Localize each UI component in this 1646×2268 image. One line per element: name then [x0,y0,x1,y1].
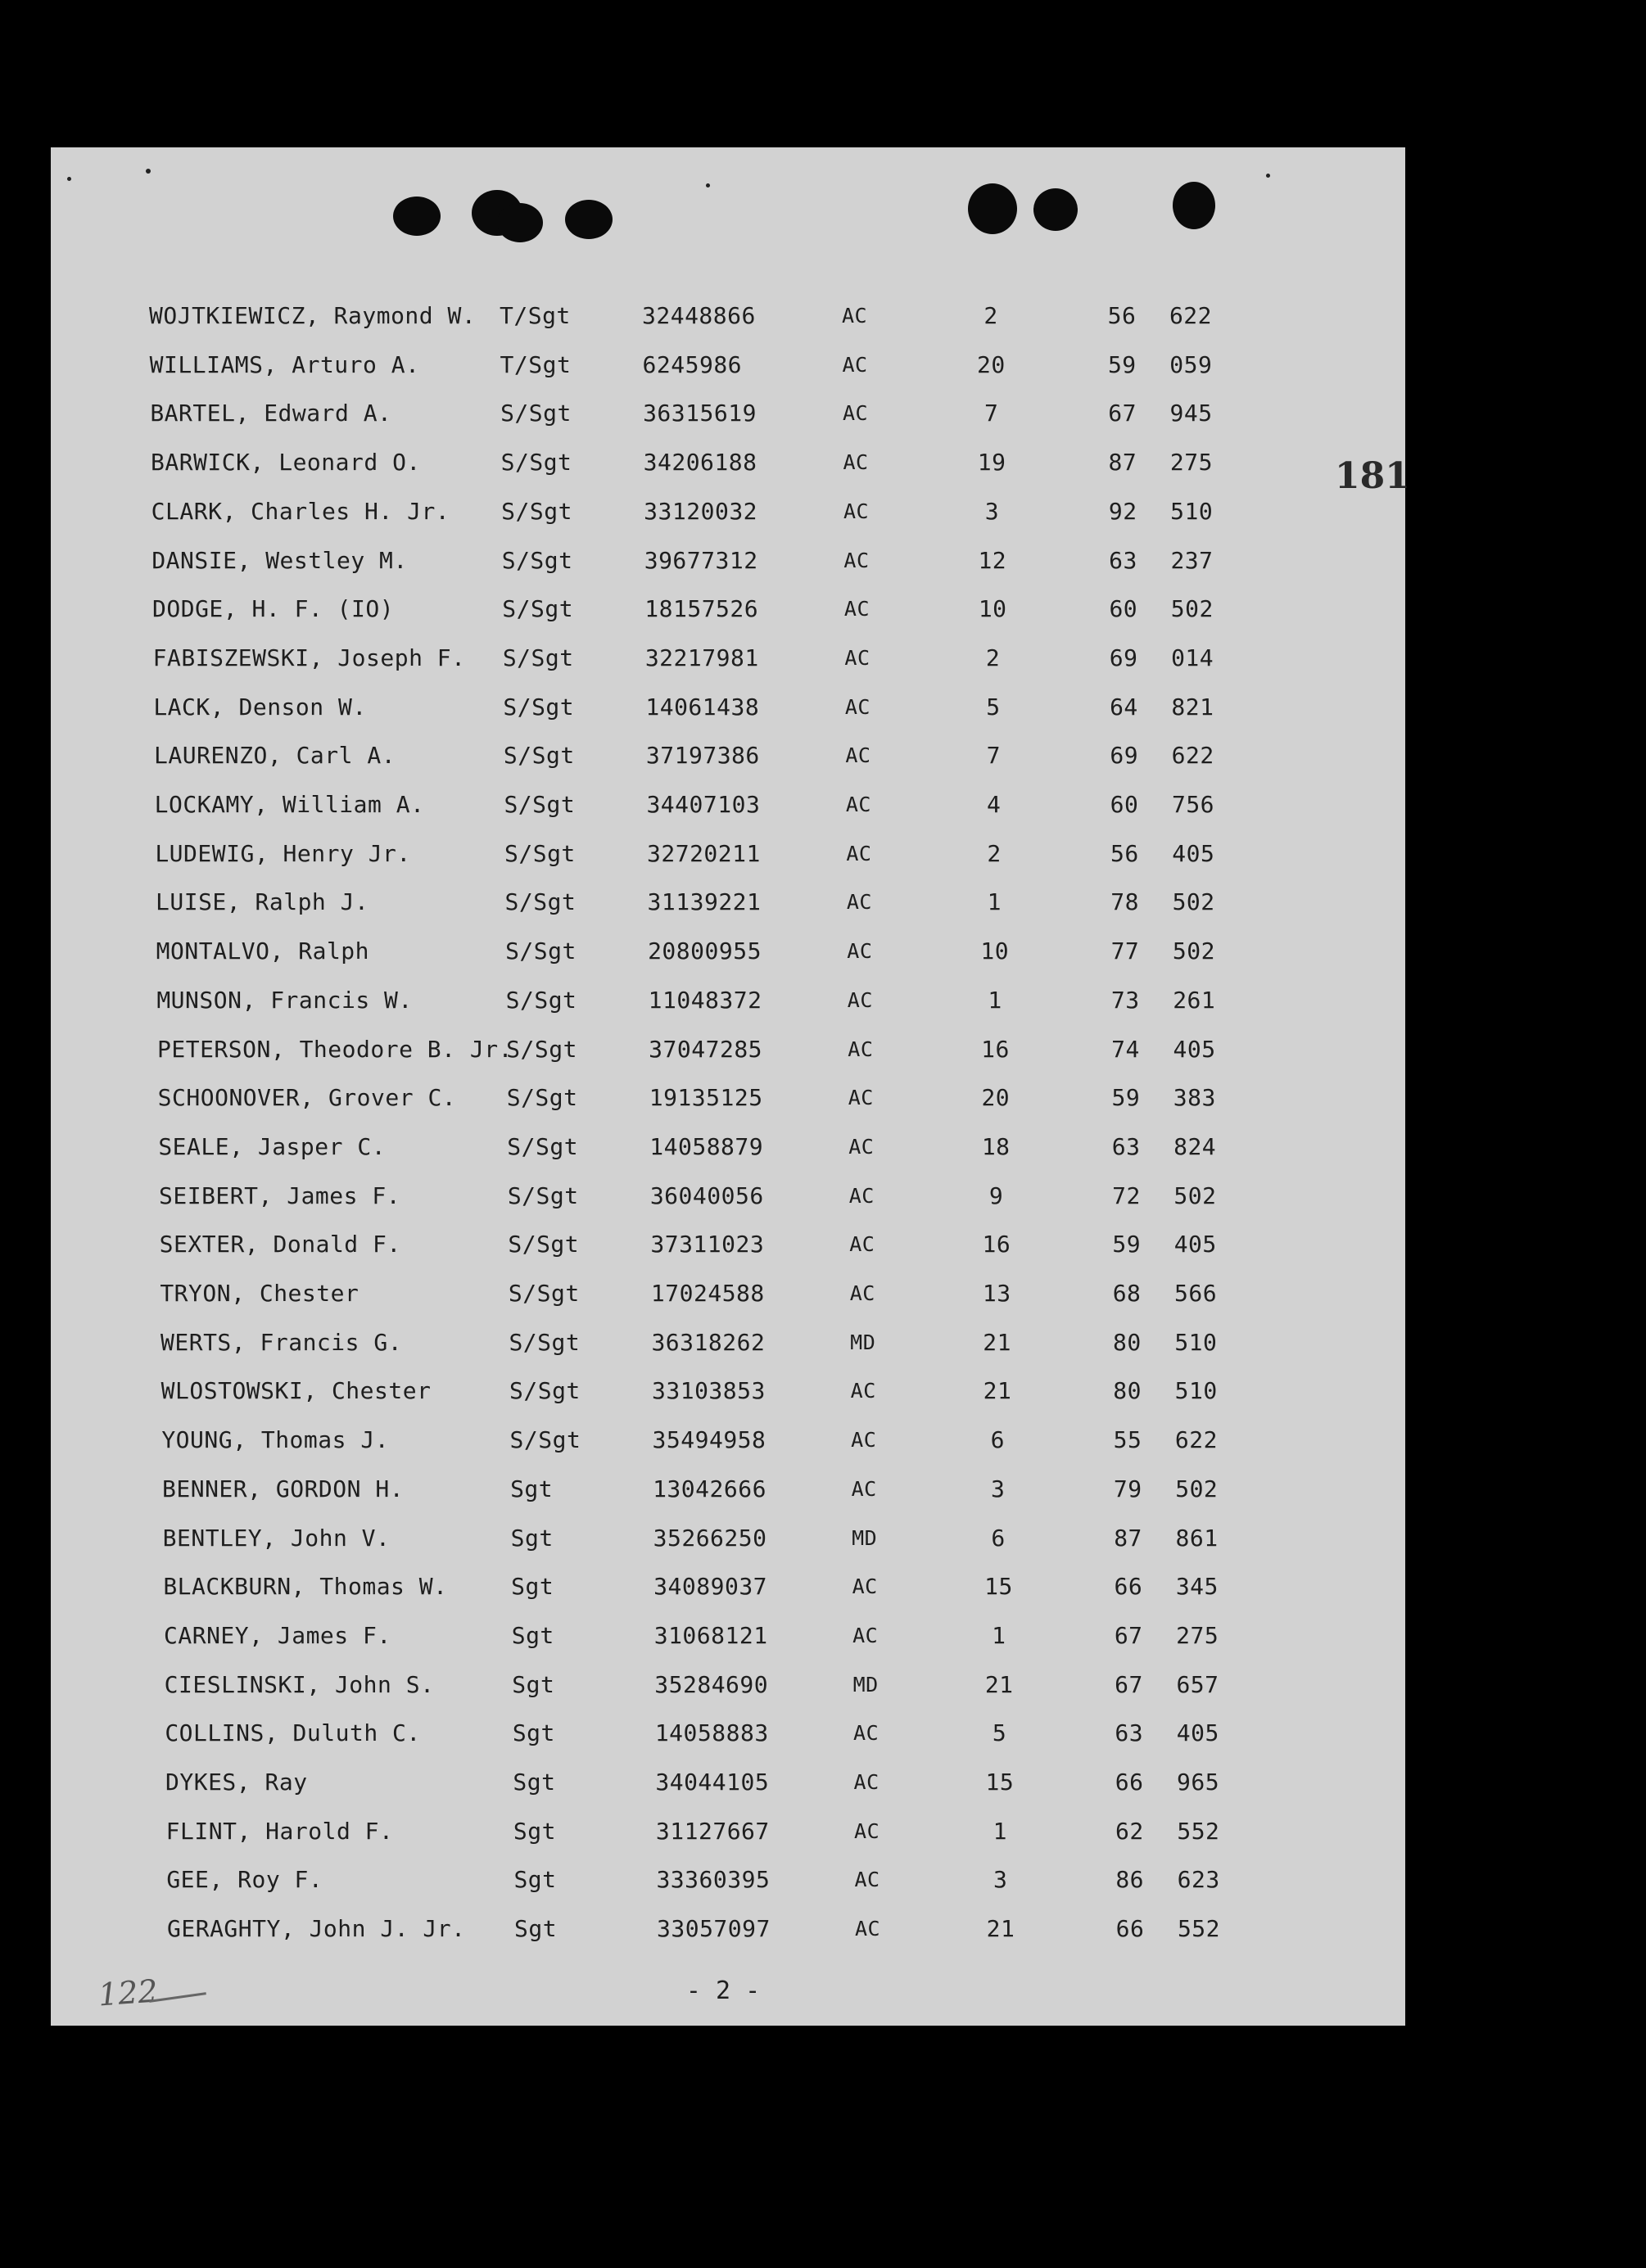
cell-arm: AC [846,890,872,915]
cell-n1: 13 [982,1280,1011,1307]
cell-n1: 9 [988,1181,1004,1209]
cell-code: 502 [1173,1181,1217,1209]
cell-n2: 73 [1110,986,1140,1014]
table-row [51,1860,1405,1900]
cell-n2: 67 [1108,400,1137,427]
cell-grade: Sgt [513,1817,556,1845]
cell-arm: AC [842,401,869,426]
cell-n2: 77 [1110,937,1140,965]
cell-n1: 5 [992,1719,1007,1747]
cell-grade: S/Sgt [507,1132,579,1160]
cell-arm: AC [849,1281,875,1305]
cell-n2: 92 [1108,497,1137,525]
table-row [51,1909,1405,1949]
cell-grade: Sgt [513,1866,557,1894]
table-row [51,1567,1405,1606]
cell-serial: 36040056 [649,1181,764,1209]
cell-code: 405 [1173,1231,1217,1258]
table-row [51,346,1405,385]
cell-name: YOUNG, Thomas J. [161,1426,390,1454]
cell-n1: 3 [984,497,1000,525]
cell-code: 622 [1174,1426,1218,1454]
cell-arm: MD [850,1330,876,1354]
cell-name: TRYON, Chester [160,1280,359,1307]
table-row [51,1763,1405,1802]
cell-arm: AC [845,743,871,768]
cell-n2: 59 [1112,1231,1142,1258]
cell-serial: 35284690 [654,1670,769,1698]
cell-n2: 66 [1115,1915,1145,1943]
cell-code: 383 [1173,1084,1216,1112]
table-row [51,1519,1405,1558]
cell-n1: 16 [981,1035,1010,1063]
cell-name: DANSIE, Westley M. [151,546,408,574]
cell-name: SEALE, Jasper C. [158,1132,387,1160]
table-row [51,688,1405,727]
margin-page-number: 181 [1335,455,1410,497]
cell-name: FABISZEWSKI, Joseph F. [152,644,466,671]
cell-grade: S/Sgt [509,1426,581,1454]
table-row [51,981,1405,1020]
cell-n1: 1 [987,888,1002,916]
cell-arm: AC [842,352,868,377]
cell-n1: 12 [978,546,1007,574]
cell-code: 405 [1172,839,1215,867]
cell-name: CIESLINSKI, John S. [164,1670,435,1698]
cell-name: BARWICK, Leonard O. [151,449,421,477]
cell-n2: 80 [1113,1328,1142,1356]
cell-serial: 33057097 [657,1915,771,1943]
cell-arm: AC [852,1623,879,1647]
cell-name: LACK, Denson W. [153,693,367,721]
cell-name: BARTEL, Edward A. [150,400,392,427]
cell-serial: 32448866 [642,302,756,329]
cell-n1: 1 [993,1817,1007,1845]
cell-n2: 69 [1109,644,1138,671]
cell-code: 275 [1169,449,1213,477]
cell-n1: 1 [988,986,1002,1014]
cell-code: 861 [1175,1524,1219,1552]
cell-n1: 2 [984,302,998,329]
document-page [51,147,1410,2026]
cell-serial: 11048372 [648,986,762,1014]
cell-n2: 63 [1111,1132,1141,1160]
cell-serial: 36318262 [651,1328,766,1356]
cell-serial: 34407103 [646,791,761,818]
cell-serial: 18157526 [644,595,759,623]
cell-grade: S/Sgt [500,400,572,427]
cell-code: 965 [1177,1769,1220,1796]
cell-code: 552 [1177,1817,1220,1845]
cell-serial: 34206188 [643,449,757,477]
cell-n1: 19 [977,449,1006,477]
cell-n2: 60 [1109,595,1138,623]
cell-serial: 33103853 [652,1377,766,1405]
cell-arm: AC [853,1770,880,1794]
cell-grade: S/Sgt [507,1181,579,1209]
cell-n1: 1 [992,1621,1006,1649]
cell-arm: AC [843,499,870,523]
cell-arm: AC [846,841,872,865]
cell-arm: AC [848,1183,875,1208]
cell-grade: S/Sgt [502,644,574,671]
cell-arm: AC [851,1476,877,1501]
cell-code: 405 [1173,1035,1216,1063]
cell-grade: S/Sgt [508,1231,580,1258]
cell-n1: 5 [986,693,1001,721]
cell-name: LOCKAMY, William A. [154,791,425,818]
cell-code: 345 [1175,1573,1219,1601]
table-row [51,296,1405,336]
cell-code: 261 [1173,986,1216,1014]
cell-n2: 67 [1115,1670,1143,1698]
cell-serial: 39677312 [644,546,758,574]
table-row [51,541,1405,581]
cell-n1: 2 [987,839,1002,867]
cell-serial: 19135125 [649,1084,763,1112]
cell-name: GERAGHTY, John J. Jr. [167,1915,466,1943]
cell-code: 510 [1174,1377,1218,1405]
cell-serial: 31139221 [647,888,762,916]
cell-serial: 32720211 [647,839,761,867]
cell-grade: Sgt [514,1915,558,1943]
cell-code: 756 [1171,791,1215,818]
cell-grade: S/Sgt [504,839,576,867]
cell-grade: S/Sgt [505,937,577,965]
cell-name: SEXTER, Donald F. [159,1231,401,1258]
cell-name: LAURENZO, Carl A. [154,742,396,770]
cell-arm: AC [847,987,873,1012]
cell-name: CLARK, Charles H. Jr. [151,497,450,525]
cell-n1: 15 [985,1769,1015,1796]
cell-n2: 56 [1107,302,1137,329]
cell-grade: Sgt [511,1621,554,1649]
cell-arm: AC [848,1134,875,1159]
cell-n1: 21 [983,1377,1012,1405]
table-row [51,1127,1405,1167]
cell-serial: 34089037 [653,1573,768,1601]
cell-code: 824 [1173,1132,1217,1160]
cell-code: 237 [1170,546,1214,574]
cell-arm: AC [851,1428,877,1453]
cell-serial: 14058883 [654,1719,769,1747]
cell-grade: S/Sgt [501,497,572,525]
table-row [51,1371,1405,1411]
cell-serial: 31068121 [653,1621,768,1649]
cell-arm: AC [854,1818,880,1843]
roster-table [51,147,1405,2026]
cell-code: 510 [1170,497,1214,525]
cell-n1: 7 [984,400,999,427]
cell-arm: AC [850,1379,876,1403]
cell-arm: AC [843,597,870,621]
cell-grade: S/Sgt [503,742,575,770]
cell-name: WILLIAMS, Arturo A. [149,350,420,378]
cell-code: 502 [1172,888,1215,916]
cell-serial: 6245986 [642,350,743,378]
cell-n2: 55 [1113,1426,1142,1454]
cell-serial: 31127667 [655,1817,770,1845]
cell-name: SEIBERT, James F. [159,1181,401,1209]
table-row [51,1177,1405,1216]
cell-n2: 59 [1107,350,1137,378]
cell-name: SCHOONOVER, Grover C. [157,1084,457,1112]
table-row [51,1078,1405,1118]
cell-n2: 86 [1115,1866,1145,1894]
cell-arm: AC [844,645,870,670]
cell-grade: Sgt [511,1573,554,1601]
cell-grade: S/Sgt [502,595,574,623]
table-row [51,1714,1405,1753]
cell-grade: S/Sgt [509,1377,581,1405]
cell-grade: T/Sgt [500,350,572,378]
cell-arm: AC [843,548,870,572]
cell-name: LUDEWIG, Henry Jr. [155,839,411,867]
cell-n1: 15 [984,1573,1013,1601]
cell-code: 014 [1171,644,1214,671]
cell-n1: 21 [983,1328,1011,1356]
cell-code: 622 [1171,742,1214,770]
cell-n2: 72 [1112,1181,1141,1209]
cell-n1: 21 [984,1670,1014,1698]
cell-arm: AC [849,1232,875,1257]
handwritten-note: 122 [97,1972,159,2013]
cell-grade: Sgt [512,1719,555,1747]
cell-arm: AC [854,1868,880,1892]
cell-name: MONTALVO, Ralph [156,937,370,965]
cell-n2: 64 [1110,693,1138,721]
cell-n1: 10 [978,595,1007,623]
cell-grade: T/Sgt [500,302,571,329]
table-row [51,639,1405,678]
cell-code: 502 [1172,937,1215,965]
table-row [51,932,1405,971]
cell-grade: Sgt [512,1670,555,1698]
cell-arm: MD [852,1672,879,1696]
cell-code: 502 [1175,1475,1219,1502]
cell-n2: 63 [1109,546,1137,574]
cell-n1: 20 [977,350,1006,378]
cell-n1: 16 [982,1231,1011,1258]
cell-grade: S/Sgt [501,546,573,574]
cell-code: 657 [1176,1670,1219,1698]
cell-n2: 60 [1110,791,1139,818]
cell-n2: 66 [1114,1573,1143,1601]
cell-name: MUNSON, Francis W. [156,986,413,1014]
cell-grade: S/Sgt [508,1280,580,1307]
cell-grade: S/Sgt [503,693,575,721]
cell-n2: 78 [1110,888,1139,916]
table-row [51,1274,1405,1313]
cell-n2: 87 [1108,449,1137,477]
cell-code: 821 [1171,693,1214,721]
cell-arm: AC [853,1721,880,1746]
cell-n2: 68 [1112,1280,1142,1307]
cell-name: WERTS, Francis G. [161,1328,403,1356]
cell-serial: 32217981 [644,644,759,671]
cell-code: 275 [1176,1621,1219,1649]
cell-serial: 36315619 [643,400,757,427]
cell-serial: 33120032 [644,497,758,525]
cell-n2: 66 [1115,1769,1144,1796]
cell-grade: S/Sgt [509,1328,581,1356]
cell-serial: 13042666 [653,1475,766,1502]
cell-code: 623 [1177,1866,1220,1894]
cell-arm: AC [847,939,873,964]
cell-grade: Sgt [510,1524,554,1552]
cell-n1: 6 [990,1426,1006,1454]
table-row [51,785,1405,825]
cell-name: PETERSON, Theodore B. Jr. [157,1035,513,1063]
cell-arm: AC [852,1574,878,1599]
table-row [51,1323,1405,1362]
cell-n2: 80 [1113,1377,1142,1405]
cell-arm: AC [855,1917,881,1941]
cell-arm: AC [848,1037,874,1061]
table-row [51,736,1405,775]
cell-serial: 14061438 [645,693,760,721]
cell-code: 405 [1176,1719,1219,1747]
cell-name: BENTLEY, John V. [162,1524,391,1552]
cell-arm: AC [845,793,871,816]
cell-name: CARNEY, James F. [164,1621,391,1649]
cell-n1: 18 [981,1132,1011,1160]
cell-n1: 20 [981,1084,1011,1112]
cell-n1: 3 [991,1475,1006,1502]
cell-name: BENNER, GORDON H. [162,1475,405,1502]
table-row [51,1470,1405,1509]
cell-name: GEE, Roy F. [166,1866,323,1894]
cell-serial: 34044105 [655,1769,770,1796]
table-row [51,1030,1405,1069]
cell-n2: 74 [1111,1035,1140,1063]
table-row [51,394,1405,433]
cell-n2: 62 [1115,1817,1144,1845]
table-row [51,834,1405,874]
cell-name: BLACKBURN, Thomas W. [163,1573,448,1601]
cell-n2: 63 [1115,1719,1144,1747]
cell-code: 566 [1174,1280,1218,1307]
cell-n1: 6 [991,1524,1006,1552]
table-row [51,1812,1405,1851]
table-row [51,883,1405,922]
cell-n1: 4 [986,791,1002,818]
cell-n1: 2 [985,644,1001,671]
cell-grade: S/Sgt [506,1084,578,1112]
cell-n1: 7 [986,742,1001,770]
cell-name: DODGE, H. F. (IO) [152,595,395,623]
cell-name: DYKES, Ray [165,1769,308,1796]
table-row [51,1225,1405,1264]
cell-arm: AC [842,304,868,328]
cell-serial: 17024588 [650,1280,765,1307]
cell-serial: 33360395 [656,1866,771,1894]
cell-code: 502 [1170,595,1214,623]
table-row [51,492,1405,531]
cell-grade: S/Sgt [505,986,577,1014]
cell-code: 510 [1174,1328,1218,1356]
cell-n2: 59 [1111,1084,1141,1112]
cell-name: WOJTKIEWICZ, Raymond W. [149,302,477,329]
cell-serial: 37311023 [650,1231,765,1258]
table-row [51,590,1405,629]
page-number: - 2 - [685,1977,761,2005]
cell-n1: 21 [986,1915,1015,1943]
table-row [51,1665,1405,1705]
cell-n2: 79 [1113,1475,1142,1502]
cell-serial: 20800955 [648,937,762,965]
table-row [51,1421,1405,1460]
cell-code: 552 [1177,1915,1221,1943]
cell-arm: AC [848,1086,874,1110]
cell-arm: AC [843,450,869,475]
cell-n2: 56 [1110,839,1139,867]
cell-grade: S/Sgt [504,888,577,916]
cell-serial: 37047285 [649,1035,763,1063]
cell-arm: MD [852,1525,878,1550]
table-row [51,443,1405,482]
cell-name: LUISE, Ralph J. [156,888,369,916]
cell-grade: S/Sgt [506,1035,577,1063]
cell-name: WLOSTOWSKI, Chester [161,1377,432,1405]
cell-serial: 35266250 [653,1524,767,1552]
cell-n1: 3 [993,1866,1008,1894]
cell-code: 622 [1169,302,1213,329]
cell-n2: 67 [1114,1621,1143,1649]
cell-grade: S/Sgt [500,449,572,477]
cell-name: COLLINS, Duluth C. [165,1719,421,1747]
cell-code: 059 [1169,350,1213,378]
cell-n2: 87 [1114,1524,1142,1552]
cell-name: FLINT, Harold F. [165,1817,394,1845]
cell-n1: 10 [980,937,1010,965]
cell-n2: 69 [1110,742,1139,770]
cell-arm: AC [844,694,870,719]
cell-code: 945 [1169,400,1213,427]
cell-serial: 35494958 [652,1426,766,1454]
cell-serial: 14058879 [649,1132,764,1160]
cell-grade: Sgt [513,1769,556,1796]
cell-grade: S/Sgt [504,791,576,818]
cell-serial: 37197386 [645,742,760,770]
table-row [51,1616,1405,1656]
cell-grade: Sgt [510,1475,554,1502]
